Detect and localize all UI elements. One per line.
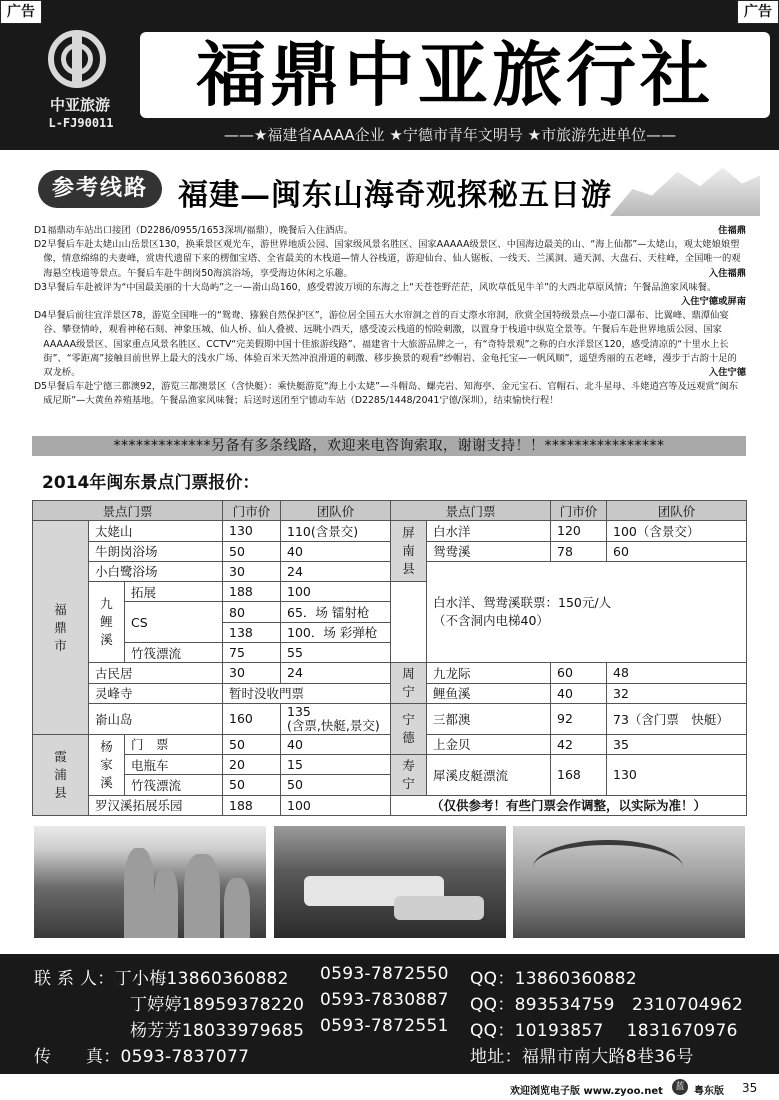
price-note: （仅供参考！有些门票会作调整，以实际为准！） <box>391 795 747 815</box>
group-price: 65．场 镭射枪 <box>281 602 391 622</box>
spot-name: 鸳鸯溪 <box>427 541 551 561</box>
contact-section <box>0 954 779 1074</box>
header-cell: 团队价 <box>607 501 747 521</box>
contact-name: 杨芳芳 <box>130 1021 182 1041</box>
header-cell: 门市价 <box>223 501 281 521</box>
contact-mobile: 13860360882 <box>166 969 289 989</box>
spot-name: 古民居 <box>89 663 223 683</box>
table-header-row <box>33 501 747 521</box>
retail-price: 120 <box>551 521 607 541</box>
contact-phone: 0593-7872550 <box>320 964 449 984</box>
retail-price: 138 <box>223 622 281 642</box>
contact-mobile: 18959378220 <box>181 995 305 1015</box>
edition-badge-icon: 蓝 <box>672 1079 688 1095</box>
region-label: 屏南县 <box>402 525 415 577</box>
header-banner <box>0 0 779 150</box>
spot-name: 三都澳 <box>427 703 551 734</box>
retail-price: 188 <box>223 795 281 815</box>
contact-label: 联 系 人： <box>34 969 115 989</box>
header-cell: 门市价 <box>551 501 607 521</box>
subregion-label: 九鲤溪 <box>100 596 113 648</box>
itinerary <box>34 224 746 409</box>
retail-price: 160 <box>223 703 281 734</box>
retail-price: 50 <box>223 734 281 754</box>
retail-price: 75 <box>223 642 281 662</box>
photo-rafting <box>274 826 506 938</box>
route-title: 福建—闽东山海奇观探秘五日游 <box>178 178 612 213</box>
subregion-label: 杨家溪 <box>100 738 113 790</box>
contact-qq: QQ：13860360882 <box>470 969 637 989</box>
retail-price: 60 <box>551 663 607 683</box>
retail-price: 30 <box>223 663 281 683</box>
contact-name: 丁小梅 <box>114 969 167 989</box>
fax-number: 0593-7837077 <box>120 1047 250 1067</box>
group-price: 110(含景交) <box>281 521 391 541</box>
group-price: 24 <box>281 561 391 581</box>
group-price: 24 <box>281 663 391 683</box>
retail-price: 80 <box>223 602 281 622</box>
region-shouning <box>391 755 427 796</box>
group-price: 100（含景交） <box>607 521 747 541</box>
group-price: 40 <box>281 541 391 561</box>
group-price: 100．场 彩弹枪 <box>281 622 391 642</box>
group-price: 100 <box>281 582 391 602</box>
table-row <box>33 683 747 703</box>
spot-name: 竹筏漂流 <box>125 642 223 662</box>
table-row <box>33 755 747 775</box>
retail-price: 130 <box>223 521 281 541</box>
price-table <box>32 500 747 816</box>
header-cell: 景点门票 <box>33 501 223 521</box>
subregion-yangjia <box>89 734 125 795</box>
header-cell: 团队价 <box>281 501 391 521</box>
region-label: 周宁 <box>402 666 415 700</box>
spot-name: 太姥山 <box>89 521 223 541</box>
contact-phone: 0593-7830887 <box>320 990 449 1010</box>
region-label: 霞浦县 <box>54 748 67 800</box>
photo-river-bridge <box>513 826 745 938</box>
fax-label: 传 真： <box>34 1047 121 1067</box>
region-label: 福鼎市 <box>54 601 67 653</box>
spot-name: 门 票 <box>125 734 223 754</box>
region-pingnan <box>391 521 427 582</box>
subregion-jiuli <box>89 582 125 663</box>
spot-name: CS <box>125 602 223 643</box>
combo-ticket-cell <box>427 561 747 662</box>
logo-bar-icon <box>72 36 82 82</box>
spot-name: 小白鹭浴场 <box>89 561 223 581</box>
group-price: 48 <box>607 663 747 683</box>
itinerary-day-1 <box>34 224 746 238</box>
group-price: 130 <box>607 755 747 796</box>
contact-phone: 0593-7872551 <box>320 1016 449 1036</box>
notice-bar: *************另备有多条线路，欢迎来电咨询索取，谢谢支持！！**************** <box>32 436 746 456</box>
table-row <box>33 541 747 561</box>
footer <box>0 1074 779 1100</box>
retail-price: 92 <box>551 703 607 734</box>
spot-name: 犀溪皮艇漂流 <box>427 755 551 796</box>
merged-price: 暂时没收門票 <box>223 683 391 703</box>
day-text: D3早餐后车赴被评为“中国最美丽的十大岛屿”之一—嵛山岛160，感受碧波万顷的东海之上“天苍苍野茫茫，风吹草低见牛羊”的大西北草原风情；午餐品渔家风味餐。 <box>34 281 717 293</box>
group-price: 55 <box>281 642 391 662</box>
footer-edition: 粤东版 <box>694 1086 724 1097</box>
mountain-image <box>610 162 760 216</box>
region-xiapu <box>33 734 89 815</box>
itinerary-day-5 <box>34 380 746 408</box>
ad-label-left: 广告 <box>0 0 42 24</box>
page-number: 35 <box>742 1081 758 1095</box>
retail-price: 50 <box>223 541 281 561</box>
spot-name: 白水洋 <box>427 521 551 541</box>
spot-name: 电瓶车 <box>125 755 223 775</box>
license-number: L-FJ90011 <box>48 116 114 130</box>
itinerary-day-2 <box>34 238 746 281</box>
bridge-shape <box>533 840 683 895</box>
contact-name: 丁婷婷 <box>130 995 182 1015</box>
spot-name: 上金贝 <box>427 734 551 754</box>
stay-note: 住福鼎 <box>718 225 746 236</box>
retail-price: 40 <box>551 683 607 703</box>
address: 地址：福鼎市南大路8巷36号 <box>470 1047 694 1067</box>
region-label: 寿宁 <box>402 757 415 791</box>
stay-note: 入住宁德 <box>708 367 746 379</box>
group-price: 135 (含票,快艇,景交) <box>281 703 391 734</box>
company-tagline: ——★福建省AAAA企业 ★宁德市青年文明号 ★市旅游先进单位—— <box>223 126 677 144</box>
group-price: 32 <box>607 683 747 703</box>
footer-site: 欢迎浏览电子版 www.zyoo.net <box>510 1086 663 1097</box>
retail-price: 78 <box>551 541 607 561</box>
table-row <box>33 703 747 734</box>
region-label: 宁德 <box>402 711 415 745</box>
region-fuding <box>33 521 89 734</box>
photo-rock-peaks <box>34 826 266 938</box>
day-text: D4早餐后前往宜洋景区78，游览全国唯一的“鸳鸯、猕猴自然保护区”，游位居全国五大水帘洞之首的百丈漈水帘洞，欣赏全国特级景点—小壶口瀑布、比翼峰、鼎潭仙宴谷、攀登情岭，观看神秘石刻、神象压城、仙人桥、仙人叠被、远眺小西天，感受凌云栈道的惊险刺激，以置身于栈道中纵览全景等。午餐后车赴世界地质公园、国家AAAAA级景区、国家重点风景名胜区、CCTV“完美假期中国十佳旅游线路”、福建省十大旅游品牌之一，有“奇特景观”之称的白水洋景区120，感受清凉的“十里水上长街”、“零距离”接触目前世界上最大的浅水广场、体验百米天然冲浪滑道的刺激、移步换景的观看“纱帽岩、金龟托宝—一帆风顺”，遥望秀丽的五老峰，漫步于古韵十足的双龙桥。 <box>34 310 737 379</box>
region-zhouning <box>391 663 427 704</box>
spot-name: 竹筏漂流 <box>125 775 223 795</box>
group-price: 60 <box>607 541 747 561</box>
contact-mobile: 18033979685 <box>181 1021 305 1041</box>
retail-price: 168 <box>551 755 607 796</box>
group-price: 73（含门票 快艇） <box>607 703 747 734</box>
spot-name: 九龙际 <box>427 663 551 683</box>
group-price: 40 <box>281 734 391 754</box>
route-banner <box>0 160 779 220</box>
table-row <box>33 663 747 683</box>
region-ningde <box>391 703 427 754</box>
stay-note: 入住福鼎 <box>708 267 746 279</box>
group-price: 15 <box>281 755 391 775</box>
header-cell: 景点门票 <box>391 501 551 521</box>
itinerary-day-3 <box>34 281 746 309</box>
table-row <box>33 734 747 754</box>
spot-name: 嵛山岛 <box>89 703 223 734</box>
ad-label-right: 广告 <box>737 0 779 24</box>
day-text: D2早餐后车赴太姥山山岳景区130，换乘景区观光车，游世界地质公园、国家级风景名胜区、国家AAAAA级景区、中国海边最美的山、“海上仙都”—太姥山，观太姥娘娘塑像，情意绵绵的夫妻峰，赏唐代遗留下来的楞伽宝塔、全省最美的木栈道—情人谷栈道，游迎仙台、仙人锯板、一线天、兰溪洞、通天洞、大盘石、天柱峰，全国唯一的观海悬空栈道等景点。午餐后车赴牛朗岗50海滨浴场，享受海边休闲之乐趣。 <box>34 239 741 279</box>
spot-name: 牛朗岗浴场 <box>89 541 223 561</box>
combo-ticket-price: 白水洋、鸳鸯溪联票：150元/人 <box>433 595 612 611</box>
retail-price: 50 <box>223 775 281 795</box>
combo-ticket-note: （不含洞内电梯40） <box>433 613 549 629</box>
company-logo <box>32 30 130 140</box>
day-text: D5早餐后车赴宁德三都澳92，游览三都澳景区（含快艇）：乘快艇游览“海上小太姥”—斗帽岛、螺壳岩、知海亭、金元宝石、官帽石、北斗星母、斗姥逍宫等及远观赏“闽东威尼斯”—大黄鱼养殖基地。午餐品渔家风味餐；后送时送团至宁德动车站（D2285/1448/2041宁德/深圳），结束愉快行程！ <box>34 381 739 407</box>
retail-price: 188 <box>223 582 281 602</box>
price-table-title: 2014年闽东景点门票报价： <box>42 473 260 493</box>
stay-note: 入住宁德或屏南 <box>680 296 746 308</box>
itinerary-day-4 <box>34 309 746 380</box>
spot-name: 罗汉溪拓展乐园 <box>89 795 223 815</box>
retail-price: 30 <box>223 561 281 581</box>
contact-qq: QQ：893534759 2310704962 <box>470 995 744 1015</box>
table-row <box>33 795 747 815</box>
group-price: 35 <box>607 734 747 754</box>
contact-qq: QQ：10193857 1831670976 <box>470 1021 738 1041</box>
spot-name: 鲤鱼溪 <box>427 683 551 703</box>
retail-price: 20 <box>223 755 281 775</box>
logo-brand-text: 中亚旅游 <box>49 96 110 114</box>
company-name: 福鼎中亚旅行社 <box>140 32 770 118</box>
spot-name: 拓展 <box>125 582 223 602</box>
spot-name: 灵峰寺 <box>89 683 223 703</box>
group-price: 100 <box>281 795 391 815</box>
retail-price: 42 <box>551 734 607 754</box>
group-price: 50 <box>281 775 391 795</box>
route-tag: 参考线路 <box>38 170 162 208</box>
table-row <box>33 521 747 541</box>
day-text: D1福鼎动车站出口接团（D2286/0955/1653深圳/福鼎），晚餐后入住酒店。 <box>34 225 354 236</box>
table-row <box>33 561 747 581</box>
